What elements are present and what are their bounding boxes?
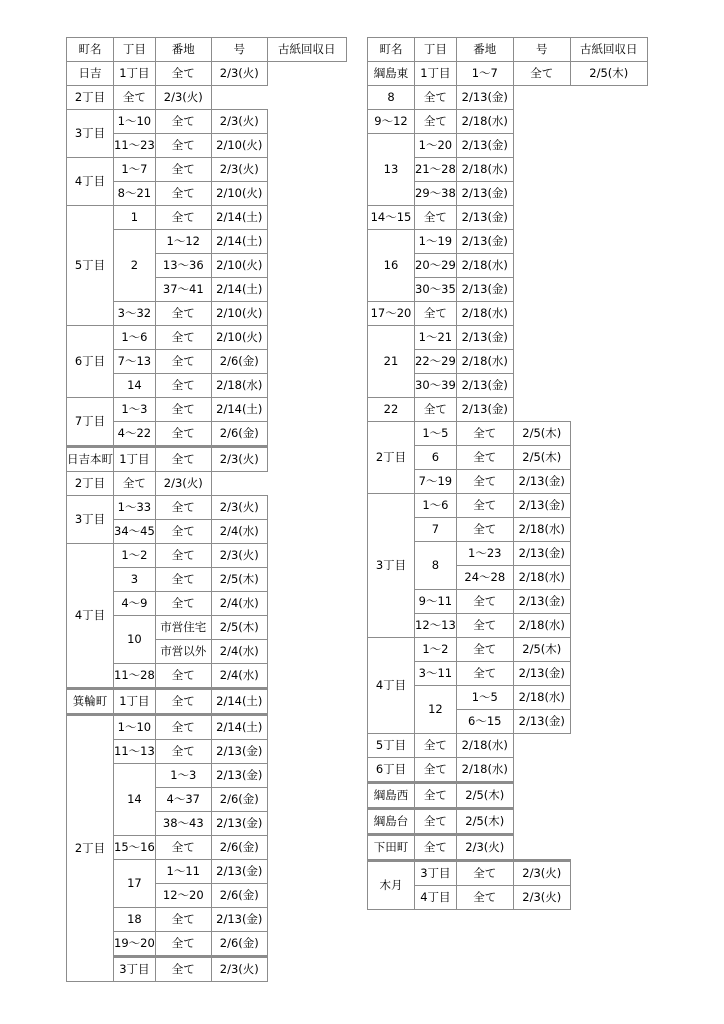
table-cell: 1～33	[114, 496, 156, 520]
table-cell: 22～29	[415, 350, 457, 374]
table-cell: 1～12	[155, 230, 211, 254]
table-cell: 全て	[456, 886, 513, 910]
table-cell: 1丁目	[114, 62, 156, 86]
table-row	[368, 302, 648, 326]
table-cell: 全て	[456, 422, 513, 446]
table-cell: 全て	[155, 134, 211, 158]
table-cell: 9～12	[368, 110, 415, 134]
table-cell: 全て	[415, 110, 457, 134]
table-cell: 1～5	[415, 422, 457, 446]
table-cell: 29～38	[415, 182, 457, 206]
table-cell: 2/3(火)	[513, 886, 570, 910]
table-cell: 2/13(金)	[513, 590, 570, 614]
table-cell: 24～28	[456, 566, 513, 590]
table-row	[368, 758, 648, 783]
table-cell: 2/13(金)	[456, 374, 513, 398]
table-row	[67, 158, 347, 182]
table-cell: 9～11	[415, 590, 457, 614]
table-cell: 全て	[155, 715, 211, 740]
table-cell: 下田町	[368, 835, 415, 861]
table-cell: 全て	[155, 740, 211, 764]
table-cell: 全て	[415, 86, 457, 110]
table-cell: 全て	[415, 758, 457, 783]
table-cell: 8	[415, 542, 457, 590]
table-cell: 2/18(水)	[513, 518, 570, 542]
table-cell: 全て	[155, 350, 211, 374]
table-cell: 38～43	[155, 812, 211, 836]
table-row	[368, 734, 648, 758]
table-row	[368, 206, 648, 230]
table-cell: 2/14(土)	[211, 398, 267, 422]
table-cell: 14	[114, 764, 156, 836]
table-row	[67, 86, 347, 110]
table-cell: 全て	[155, 592, 211, 616]
table-cell: 2/10(火)	[211, 182, 267, 206]
table-cell: 2/10(火)	[211, 134, 267, 158]
table-cell: 1～3	[155, 764, 211, 788]
table-cell: 2/5(木)	[211, 568, 267, 592]
header-chome: 丁目	[415, 38, 457, 62]
table-cell: 全て	[155, 689, 211, 715]
table-cell: 1～3	[114, 398, 156, 422]
table-cell: 4～22	[114, 422, 156, 447]
table-row	[67, 326, 347, 350]
table-cell: 全て	[155, 110, 211, 134]
table-cell: 16	[368, 230, 415, 302]
table-cell: 全て	[155, 206, 211, 230]
table-cell: 2/6(金)	[211, 932, 267, 957]
table-cell: 綱島台	[368, 809, 415, 835]
table-cell: 12～13	[415, 614, 457, 638]
table-cell: 2/13(金)	[513, 710, 570, 734]
table-cell: 30～35	[415, 278, 457, 302]
table-cell: 2/10(火)	[211, 302, 267, 326]
table-cell: 7丁目	[67, 398, 114, 447]
table-cell: 2/3(火)	[211, 110, 267, 134]
table-cell: 2/18(水)	[513, 614, 570, 638]
table-cell: 2/6(金)	[211, 836, 267, 860]
table-cell: 4～9	[114, 592, 156, 616]
table-cell: 全て	[155, 544, 211, 568]
table-cell: 4丁目	[67, 544, 114, 689]
table-cell: 2/3(火)	[211, 544, 267, 568]
table-cell: 11～13	[114, 740, 156, 764]
table-row	[67, 447, 347, 472]
table-cell: 2/3(火)	[513, 861, 570, 886]
table-cell: 2/18(水)	[456, 254, 513, 278]
table-cell: 全て	[155, 664, 211, 689]
table-row	[368, 809, 648, 835]
table-cell: 2/3(火)	[211, 957, 267, 982]
table-cell: 全て	[456, 446, 513, 470]
table-cell: 2/14(土)	[211, 715, 267, 740]
table-cell: 15～16	[114, 836, 156, 860]
table-cell: 2/13(金)	[456, 206, 513, 230]
table-cell: 日吉本町	[67, 447, 114, 472]
table-cell: 1～7	[114, 158, 156, 182]
table-cell: 市営住宅	[155, 616, 211, 640]
table-cell: 1丁目	[415, 62, 457, 86]
table-cell: 3～11	[415, 662, 457, 686]
table-cell: 1～23	[456, 542, 513, 566]
table-row	[67, 110, 347, 134]
table-cell: 全て	[456, 590, 513, 614]
table-cell: 4丁目	[415, 886, 457, 910]
table-cell: 全て	[415, 835, 457, 861]
table-cell: 2/5(木)	[570, 62, 647, 86]
table-row	[368, 422, 648, 446]
table-cell: 2/4(水)	[211, 664, 267, 689]
table-cell: 34～45	[114, 520, 156, 544]
table-cell: 1	[114, 206, 156, 230]
table-cell: 2/14(土)	[211, 689, 267, 715]
table-cell: 7	[415, 518, 457, 542]
table-cell: 2/18(水)	[456, 758, 513, 783]
table-cell: 全て	[155, 374, 211, 398]
table-cell: 2/13(金)	[456, 230, 513, 254]
table-cell: 全て	[415, 809, 457, 835]
table-cell: 2丁目	[67, 86, 114, 110]
table-cell: 全て	[155, 447, 211, 472]
table-row	[368, 62, 648, 86]
table-cell: 全て	[456, 861, 513, 886]
table-cell: 19～20	[114, 932, 156, 957]
table-cell: 2/13(金)	[211, 764, 267, 788]
table-row	[368, 783, 648, 809]
table-cell: 17～20	[368, 302, 415, 326]
table-cell: 7～19	[415, 470, 457, 494]
table-cell: 2/6(金)	[211, 788, 267, 812]
table-row	[67, 544, 347, 568]
table-cell: 2/13(金)	[513, 470, 570, 494]
table-cell: 全て	[456, 518, 513, 542]
table-cell: 3	[114, 568, 156, 592]
table-cell: 1～2	[415, 638, 457, 662]
table-cell: 3丁目	[114, 957, 156, 982]
table-cell: 市営以外	[155, 640, 211, 664]
table-cell: 全て	[456, 662, 513, 686]
header-banchi: 番地	[456, 38, 513, 62]
table-cell: 2/3(火)	[211, 447, 267, 472]
table-cell: 2丁目	[368, 422, 415, 494]
table-row	[368, 134, 648, 158]
table-cell: 13～36	[155, 254, 211, 278]
table-cell: 1～20	[415, 134, 457, 158]
table-cell: 1～6	[415, 494, 457, 518]
table-cell: 全て	[155, 932, 211, 957]
header-town: 町名	[368, 38, 415, 62]
table-cell: 全て	[456, 638, 513, 662]
table-cell: 2/14(土)	[211, 206, 267, 230]
table-cell: 5丁目	[67, 206, 114, 326]
table-cell: 30～39	[415, 374, 457, 398]
table-cell: 2/3(火)	[155, 472, 211, 496]
header-banchi: 番地	[155, 38, 211, 62]
table-cell: 14～15	[368, 206, 415, 230]
table-cell: 2/3(火)	[211, 496, 267, 520]
table-cell: 全て	[155, 957, 211, 982]
table-cell: 3～32	[114, 302, 156, 326]
table-cell: 2	[114, 230, 156, 302]
table-cell: 6	[415, 446, 457, 470]
table-row	[368, 638, 648, 662]
header-go: 号	[211, 38, 267, 62]
table-row	[67, 715, 347, 740]
table-cell: 18	[114, 908, 156, 932]
table-cell: 2/5(木)	[513, 422, 570, 446]
table-row	[368, 494, 648, 518]
table-cell: 2/4(水)	[211, 640, 267, 664]
table-cell: 12	[415, 686, 457, 734]
table-cell: 2/13(金)	[211, 812, 267, 836]
table-cell: 3丁目	[67, 496, 114, 544]
table-cell: 綱島東	[368, 62, 415, 86]
table-header-row	[368, 38, 648, 62]
table-cell: 全て	[114, 472, 156, 496]
table-cell: 2/6(金)	[211, 422, 267, 447]
table-cell: 全て	[155, 158, 211, 182]
table-cell: 全て	[155, 62, 211, 86]
table-cell: 2/5(木)	[456, 809, 513, 835]
table-cell: 11～23	[114, 134, 156, 158]
table-cell: 2/18(水)	[456, 302, 513, 326]
table-row	[67, 398, 347, 422]
table-cell: 1～10	[114, 715, 156, 740]
table-cell: 2/18(水)	[211, 374, 267, 398]
table-cell: 4～37	[155, 788, 211, 812]
table-cell: 2丁目	[67, 472, 114, 496]
table-cell: 17	[114, 860, 156, 908]
table-cell: 6～15	[456, 710, 513, 734]
table-cell: 3丁目	[67, 110, 114, 158]
table-cell: 1～21	[415, 326, 457, 350]
table-cell: 2/18(水)	[456, 350, 513, 374]
table-row	[368, 110, 648, 134]
table-cell: 5丁目	[368, 734, 415, 758]
right-schedule-table	[367, 37, 648, 910]
table-cell: 2/6(金)	[211, 350, 267, 374]
header-collection-date: 古紙回収日	[570, 38, 647, 62]
table-row	[67, 472, 347, 496]
table-row	[67, 496, 347, 520]
table-cell: 1～6	[114, 326, 156, 350]
table-cell: 12～20	[155, 884, 211, 908]
table-cell: 2/13(金)	[211, 740, 267, 764]
table-cell: 2/3(火)	[211, 62, 267, 86]
table-cell: 1～5	[456, 686, 513, 710]
table-cell: 1～2	[114, 544, 156, 568]
table-cell: 2/18(水)	[456, 158, 513, 182]
table-cell: 2/10(火)	[211, 254, 267, 278]
table-cell: 綱島西	[368, 783, 415, 809]
table-cell: 2/4(水)	[211, 520, 267, 544]
table-cell: 1丁目	[114, 447, 156, 472]
table-cell: 木月	[368, 861, 415, 910]
left-table-body	[67, 62, 347, 982]
table-cell: 3丁目	[368, 494, 415, 638]
table-cell: 11～28	[114, 664, 156, 689]
table-cell: 2/18(水)	[513, 566, 570, 590]
table-row	[67, 689, 347, 715]
table-row	[368, 230, 648, 254]
left-schedule-table	[66, 37, 347, 982]
table-cell: 1～7	[456, 62, 513, 86]
table-cell: 全て	[114, 86, 156, 110]
table-cell: 全て	[155, 422, 211, 447]
right-table-body	[368, 62, 648, 910]
table-cell: 2/13(金)	[456, 326, 513, 350]
table-row	[368, 398, 648, 422]
table-cell: 1～19	[415, 230, 457, 254]
table-cell: 2/18(水)	[456, 110, 513, 134]
table-header-row	[67, 38, 347, 62]
table-cell: 箕輪町	[67, 689, 114, 715]
table-cell: 2/18(水)	[513, 686, 570, 710]
table-cell: 全て	[155, 182, 211, 206]
table-row	[368, 861, 648, 886]
table-cell: 日吉	[67, 62, 114, 86]
table-cell: 全て	[456, 494, 513, 518]
table-cell: 14	[114, 374, 156, 398]
table-cell: 4丁目	[368, 638, 415, 734]
table-cell: 3丁目	[415, 861, 457, 886]
table-cell: 1丁目	[114, 689, 156, 715]
table-cell: 6丁目	[368, 758, 415, 783]
table-row	[67, 206, 347, 230]
table-cell: 21	[368, 326, 415, 398]
table-row	[368, 326, 648, 350]
table-cell: 2/5(木)	[456, 783, 513, 809]
table-cell: 2/4(水)	[211, 592, 267, 616]
table-cell: 2/3(火)	[155, 86, 211, 110]
table-cell: 2/13(金)	[513, 494, 570, 518]
header-collection-date: 古紙回収日	[267, 38, 346, 62]
table-cell: 全て	[155, 568, 211, 592]
table-cell: 2/13(金)	[456, 182, 513, 206]
table-cell: 10	[114, 616, 156, 664]
table-cell: 2/5(木)	[513, 446, 570, 470]
header-town: 町名	[67, 38, 114, 62]
table-cell: 2/13(金)	[456, 278, 513, 302]
table-cell: 全て	[155, 908, 211, 932]
table-cell: 20～29	[415, 254, 457, 278]
table-cell: 全て	[155, 496, 211, 520]
table-cell: 8～21	[114, 182, 156, 206]
table-cell: 7～13	[114, 350, 156, 374]
table-cell: 全て	[456, 614, 513, 638]
table-cell: 全て	[415, 206, 457, 230]
table-cell: 2/5(木)	[211, 616, 267, 640]
table-cell: 2/3(火)	[456, 835, 513, 861]
table-cell: 1～11	[155, 860, 211, 884]
table-cell: 2/14(土)	[211, 230, 267, 254]
table-cell: 全て	[415, 302, 457, 326]
table-cell: 2/13(金)	[513, 542, 570, 566]
table-row	[67, 62, 347, 86]
table-cell: 2/5(木)	[513, 638, 570, 662]
table-cell: 2/10(火)	[211, 326, 267, 350]
table-cell: 22	[368, 398, 415, 422]
table-cell: 2/6(金)	[211, 884, 267, 908]
table-cell: 2/14(土)	[211, 278, 267, 302]
header-chome: 丁目	[114, 38, 156, 62]
table-cell: 2/13(金)	[456, 134, 513, 158]
table-row	[368, 86, 648, 110]
table-cell: 21～28	[415, 158, 457, 182]
table-cell: 全て	[155, 520, 211, 544]
table-cell: 1～10	[114, 110, 156, 134]
table-cell: 全て	[155, 326, 211, 350]
table-cell: 2/13(金)	[456, 398, 513, 422]
table-cell: 全て	[415, 398, 457, 422]
table-cell: 8	[368, 86, 415, 110]
table-cell: 全て	[456, 470, 513, 494]
table-cell: 4丁目	[67, 158, 114, 206]
table-cell: 2/13(金)	[456, 86, 513, 110]
table-cell: 全て	[513, 62, 570, 86]
table-cell: 全て	[155, 836, 211, 860]
table-cell: 37～41	[155, 278, 211, 302]
header-go: 号	[513, 38, 570, 62]
table-row	[368, 835, 648, 861]
table-cell: 2/13(金)	[211, 908, 267, 932]
table-cell: 全て	[415, 783, 457, 809]
table-cell: 全て	[155, 398, 211, 422]
table-cell: 6丁目	[67, 326, 114, 398]
table-cell: 全て	[415, 734, 457, 758]
table-cell: 2/13(金)	[211, 860, 267, 884]
table-cell: 2/18(水)	[456, 734, 513, 758]
table-cell: 全て	[155, 302, 211, 326]
table-cell: 2/3(火)	[211, 158, 267, 182]
table-cell: 13	[368, 134, 415, 206]
table-cell: 2/13(金)	[513, 662, 570, 686]
table-cell: 2丁目	[67, 715, 114, 982]
